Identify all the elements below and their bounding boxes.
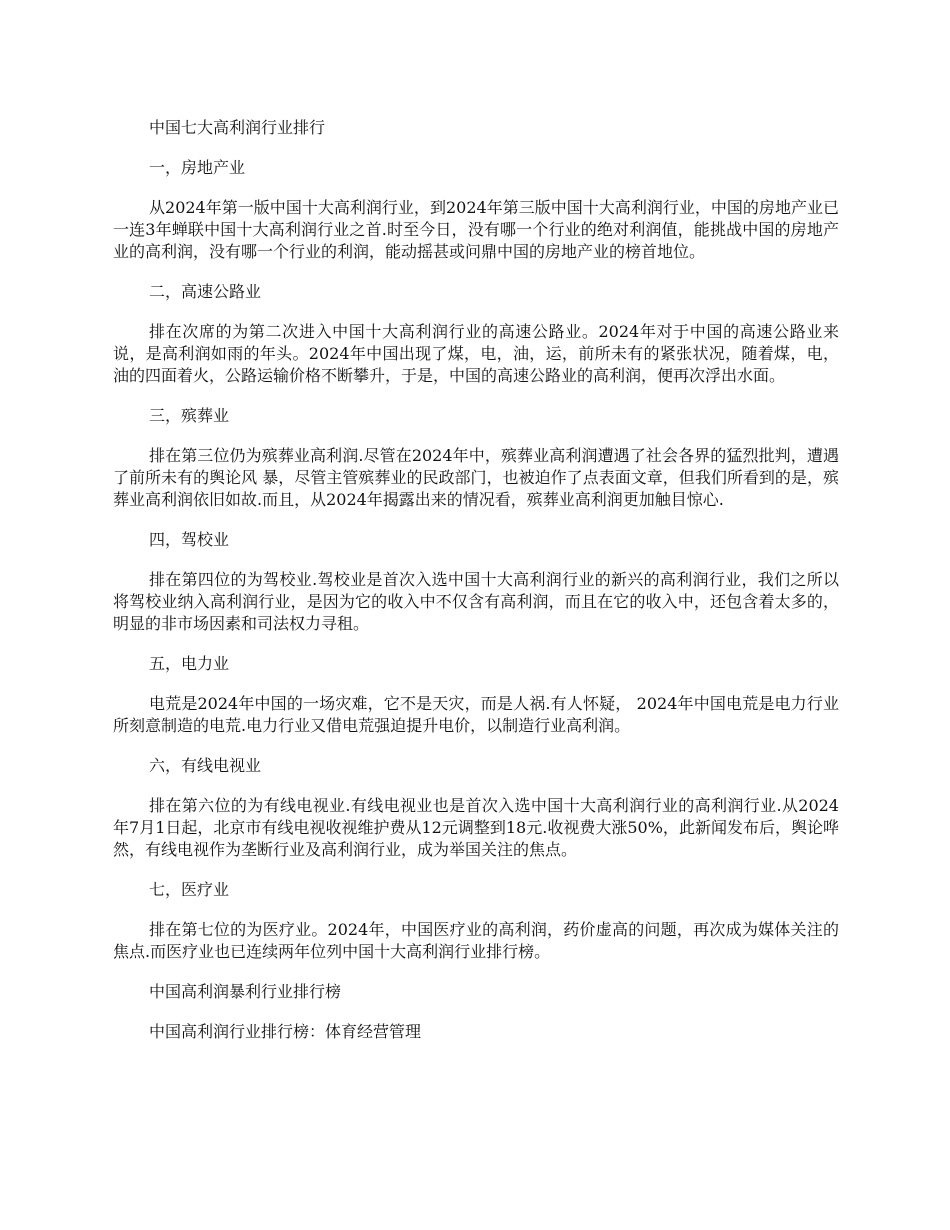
section-heading-medical: 七，医疗业 <box>149 880 230 899</box>
section-heading-cable-tv: 六，有线电视业 <box>149 756 262 775</box>
footer-line-ranking: 中国高利润暴利行业排行榜 <box>149 982 342 1001</box>
section-body-highway: 排在次席的为第二次进入中国十大高利润行业的高速公路业。2024年对于中国的高速公路业来说，是高利润如雨的年头。2024年中国出现了煤，电，油，运，前所未有的紧张状况，随着煤，电，油的四面着火，公路运输价格不断攀升，于是，中国的高速公路业的高利润，便再次浮出水面。 <box>113 322 839 385</box>
section-body-medical: 排在第七位的为医疗业。2024年，中国医疗业的高利润，药价虚高的问题，再次成为媒体关注的焦点.而医疗业也已连续两年位列中国十大高利润行业排行榜。 <box>113 920 839 961</box>
section-heading-power: 五，电力业 <box>149 654 230 673</box>
section-body-power: 电荒是2024年中国的一场灾难，它不是天灾，而是人祸.有人怀疑， 2024年中国电荒是电力行业所刻意制造的电荒.电力行业又借电荒强迫提升电价，以制造行业高利润。 <box>113 694 839 735</box>
document-page <box>113 117 839 1061</box>
section-body-cable-tv: 排在第六位的为有线电视业.有线电视业也是首次入选中国十大高利润行业的高利润行业.从2024年7月1日起，北京市有线电视收视维护费从12元调整到18元.收视费大涨50%，此新闻发布后，舆论哗然，有线电视作为垄断行业及高利润行业，成为举国关注的焦点。 <box>113 796 839 859</box>
section-body-real-estate: 从2024年第一版中国十大高利润行业，到2024年第三版中国十大高利润行业，中国的房地产业已一连3年蝉联中国十大高利润行业之首.时至今日，没有哪一个行业的绝对利润值，能挑战中国的房地产业的高利润，没有哪一个行业的利润，能动摇甚或问鼎中国的房地产业的榜首地位。 <box>113 198 839 261</box>
section-heading-real-estate: 一，房地产业 <box>149 158 246 177</box>
section-body-driving-school: 排在第四位的为驾校业.驾校业是首次入选中国十大高利润行业的新兴的高利润行业，我们之所以将驾校业纳入高利润行业，是因为它的收入中不仅含有高利润，而且在它的收入中，还包含着太多的，明显的非市场因素和司法权力寻租。 <box>113 570 839 633</box>
document-title: 中国七大高利润行业排行 <box>149 118 326 137</box>
section-heading-highway: 二，高速公路业 <box>149 282 262 301</box>
section-heading-driving-school: 四，驾校业 <box>149 530 230 549</box>
section-body-funeral: 排在第三位仍为殡葬业高利润.尽管在2024年中，殡葬业高利润遭遇了社会各界的猛烈批判，遭遇了前所未有的舆论风 暴，尽管主管殡葬业的民政部门，也被迫作了点表面文章，但我们所看到的是，殡葬业高利润依旧如故.而且，从2024年揭露出来的情况看，殡葬业高利润更加触目惊心. <box>113 446 839 509</box>
section-heading-funeral: 三，殡葬业 <box>149 406 230 425</box>
footer-line-sports: 中国高利润行业排行榜：体育经营管理 <box>149 1022 422 1041</box>
